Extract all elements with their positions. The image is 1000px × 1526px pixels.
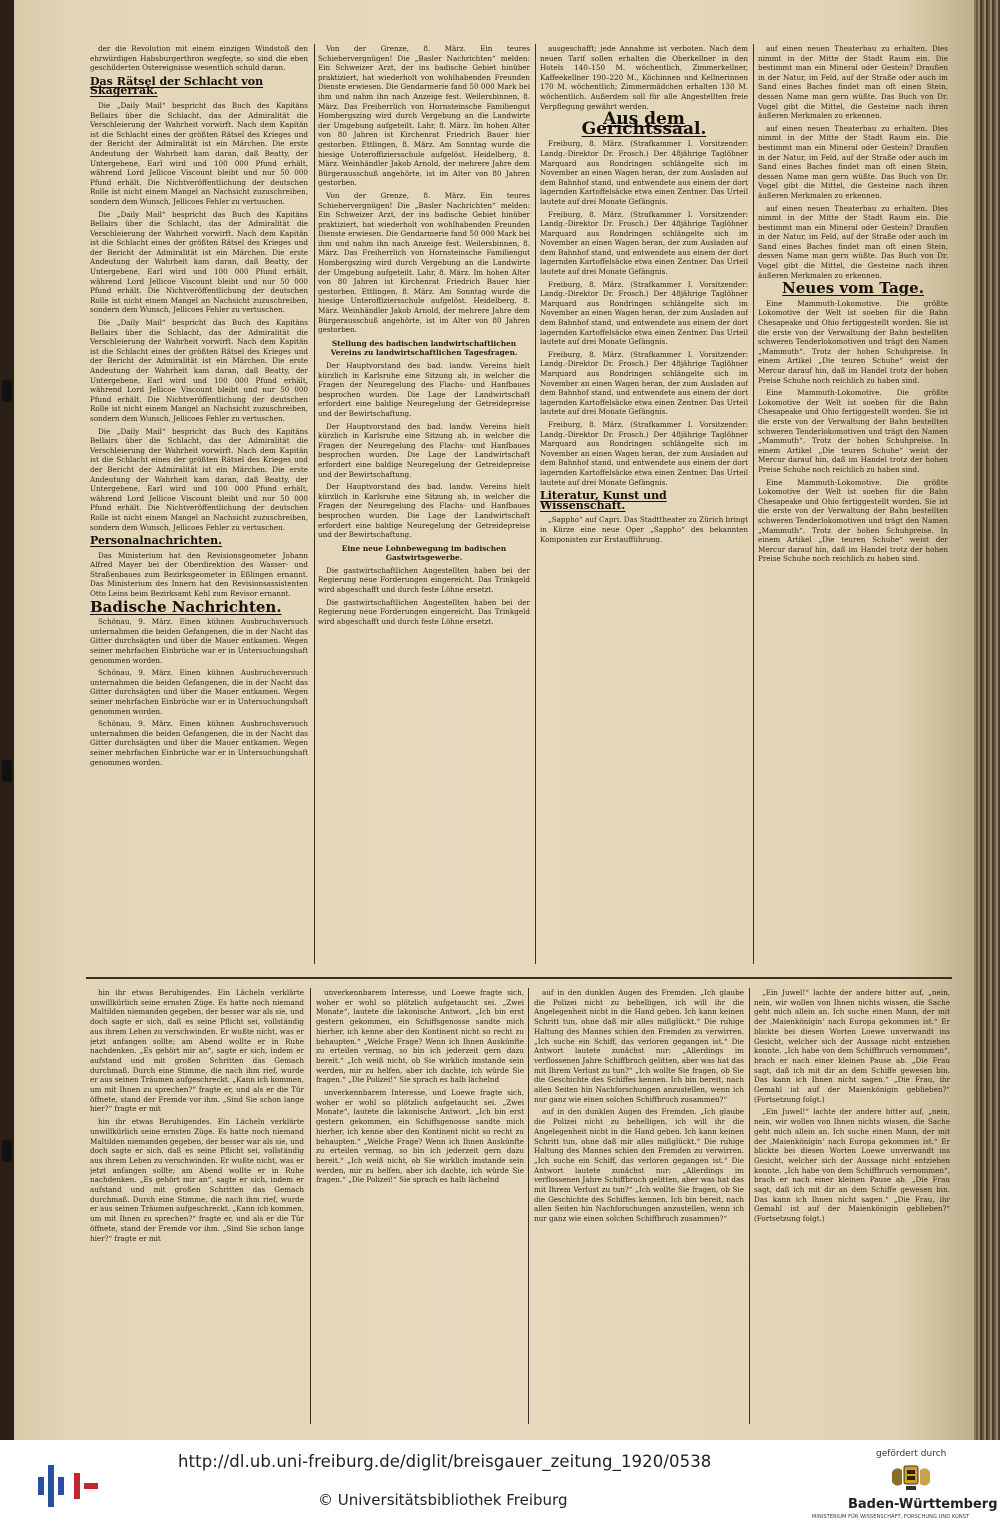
news-heading: Neues vom Tage. — [782, 279, 924, 298]
column-rule — [310, 988, 311, 1424]
column-2-body: Von der Grenze, 8. März. Ein teures Schiebervergnügen! Die „Basler Nachrichten“ melden: Ein Schweizer Arzt, der ins badische Gebiet hinüber praktiziert, hat wiederholt von wohlhabenden Freunden Dienste erwiesen. Die Gendarmerie fand 50 000 Mark bei ihm und nahm ihn nach Anzeige fest. Weilersbinnen, 8. März. Das Freiherrlich von Hornsteinsche Familiengut Hombergszing wird durch Vergebung an die Landwirte der Umgebung aufgeteilt. Lahr, 8. März. Im hohen Alter von 80 Jahren ist Kirchenrat Friedrich Bauer hier gestorben. Ettlingen, 8. März. Am Sonntag wurde die hiesige Unteroffiziersschule aufgelöst. Heidelberg, 8. März. Weinhändler Jakob Arnold, der mehrere Jahre dem Bürgerausschuß angehörte, ist im Alter von 80 Jahren gestorben. — [318, 44, 530, 188]
feuilleton-text-3b: auf in den dunklen Augen des Fremden. „Ich glaube die Polizei nicht zu behelligen, ich will ihr die Angelegenheit nicht in die Hand geben. Ich kann keinen Schritt tun, ohne daß mir alles mißglückt.“ Die ruhige Haltung des Mannes schien den Fremden zu verwirren. „Ich suche ein Schiff, das verloren gegangen ist.“ Die Antwort lautete zunächst nur: „Allerdings im verflossenen Jahre Schiffbruch gelitten, aber was hat das mit Ihrem Verlust zu tun?“ „Ich wollte Sie fragen, ob Sie die Geschichte des Schiffes kennen. Ich bin bereit, nach allen Seiten hin Nachforschungen anzustellen, wenn ich nur ganz wie einen solchen Schiffbruch zusammen?“ — [534, 1107, 744, 1224]
court-body-5: Freiburg, 8. März. (Strafkammer I. Vorsitzender: Landg.-Direktor Dr. Frosch.) Der 48jährige Taglöhner Marquard aus Rondringen schlängelte sich im November an einen Wagen heran, der zum Ausladen auf dem Bahnhof stand, und entwendete aus einem der dort lagernden Kartoffelsäcke etwa einen Zentner. Das Urteil lautete auf drei Monate Gefängnis. — [540, 419, 748, 487]
column-4 — [758, 44, 948, 974]
column-2 — [318, 44, 530, 974]
feuilleton-text-1: hin ihr etwas Beruhigendes. Ein Lächeln verklärte unwillkürlich seine ernsten Züge. Es hatte noch niemand Maltilden niemanden gegeben, der besser war als sie, und doch sagte er sich, daß es seine Pflicht sei, vollständig aus ihrem Leben zu verschwinden. Er wußte nicht, was er jetzt anfangen sollte; am Abend wollte er in Ruhe nachdenken. „Es gehört mir an“, sagte er sich, indem er aufstand und mit großen Schritten das Gemach durchmaß. Durch eine Stimme, die nach ihm rief, wurde er aus seinen Träumen aufgeschreckt. „Kann ich kommen, um mit Ihnen zu sprechen?“ fragte er, und als er die Tür öffnete, stand der Fremde vor ihm. „Sind Sie schon lange hier?“ fragte er mit — [90, 988, 304, 1114]
state-crest-icon — [886, 1462, 936, 1494]
binding-hole — [2, 380, 12, 402]
court-body-2: Freiburg, 8. März. (Strafkammer I. Vorsitzender: Landg.-Direktor Dr. Frosch.) Der 48jährige Taglöhner Marquard aus Rondringen schlängelte sich im November an einen Wagen heran, der zum Ausladen auf dem Bahnhof stand, und entwendete aus einem der dort lagernden Kartoffelsäcke etwa einen Zentner. Das Urteil lautete auf drei Monate Gefängnis. — [540, 209, 748, 277]
column-3 — [540, 44, 748, 974]
personal-body: Das Ministerium hat den Revisionsgeometer Johann Alfred Mayer bei der Oberdirektion des Wasser- und Straßenbaues zum Bezirksgeometer in Eßlingen ernannt. Das Ministerium des Innern hat den Revisionsassistenten Otto Leins beim Bezirksamt Kehl zum Revisor ernannt. — [90, 550, 308, 599]
column-3-body: ausgeschafft; jede Annahme ist verboten. Nach dem neuen Tarif sollen erhalten die Oberkellner in den Hotels 140–150 M. wöchentlich, Zimmerkellner, Kaffeekellner 190–220 M., Köchinnen und Kellnerinnen 170 M. wöchentlich; Zimmermädchen erhalten 130 M. wöchentlich. Außerdem soll für alle Angestellten freie Verpflegung gewährt werden. — [540, 44, 748, 111]
copyright-notice: © Universitätsbibliothek Freiburg — [318, 1491, 568, 1509]
feuilleton-text-1b: hin ihr etwas Beruhigendes. Ein Lächeln verklärte unwillkürlich seine ernsten Züge. Es hatte noch niemand Maltilden niemanden gegeben, der besser war als sie, und doch sagte er sich, daß es seine Pflicht sei, vollständig aus ihrem Leben zu verschwinden. Er wußte nicht, was er jetzt anfangen sollte; am Abend wollte er in Ruhe nachdenken. „Es gehört mir an“, sagte er sich, indem er aufstand und mit großen Schritten das Gemach durchmaß. Durch eine Stimme, die nach ihm rief, wurde er aus seinen Träumen aufgeschreckt. „Kann ich kommen, um mit Ihnen zu sprechen?“ fragte er, und als er die Tür öffnete, stand der Fremde vor ihm. „Sind Sie schon lange hier?“ fragte er mit — [90, 1117, 304, 1243]
column-rule — [749, 988, 750, 1424]
permalink-url[interactable]: http://dl.ub.uni-freiburg.de/diglit/breisgauer_zeitung_1920/0538 — [178, 1452, 712, 1471]
column-rule — [528, 988, 529, 1424]
column-1 — [90, 44, 308, 974]
newspaper-sheet — [14, 0, 976, 1440]
column-4-body-2: auf einen neuen Theaterbau zu erhalten. Dies nimmt in der Mitte der Stadt Raum ein. Die bestimmt man ein Mineral oder Gestein? Draußen in der Natur, im Feld, auf der Straße oder auch im Sand eines Baches findet man oft einen Stein, dessen Name man gern wüßte. Das Buch von Dr. Vogel gibt die Mittel, die Gesteine nach ihren äußeren Merkmalen zu erkennen. — [758, 123, 948, 200]
lohnbewegung-body: Die gastwirtschaftlichen Angestellten haben bei der Regierung neue Forderungen eingereicht. Das Trinkgeld wird abgeschafft und durch feste Löhne ersetzt. — [318, 565, 530, 595]
column-4-body-3: auf einen neuen Theaterbau zu erhalten. Dies nimmt in der Mitte der Stadt Raum ein. Die bestimmt man ein Mineral oder Gestein? Draußen in der Natur, im Feld, auf der Straße oder auch im Sand eines Baches findet man oft einen Stein, dessen Name man gern wüßte. Das Buch von Dr. Vogel gibt die Mittel, die Gesteine nach ihren äußeren Merkmalen zu erkennen. — [758, 203, 948, 280]
court-body-3: Freiburg, 8. März. (Strafkammer I. Vorsitzender: Landg.-Direktor Dr. Frosch.) Der 48jährige Taglöhner Marquard aus Rondringen schlängelte sich im November an einen Wagen heran, der zum Ausladen auf dem Bahnhof stand, und entwendete aus einem der dort lagernden Kartoffelsäcke etwa einen Zentner. Das Urteil lautete auf drei Monate Gefängnis. — [540, 279, 748, 347]
news-body-3: Eine Mammuth-Lokomotive. Die größte Lokomotive der Welt ist soeben für die Bahn Chesapeake und Ohio fertiggestellt worden. Sie ist die erste von der Verwaltung der Bahn bestellten schweren Tenderlokomotiven und trägt den Namen „Mammuth“. Trotz der hohen Schuhpreise. In einem Artikel „Die teuren Schuhe“ weist der Mercur darauf hin, daß im Handel trotz der hohen Preise Schuhe noch reichlich zu haben sind. — [758, 477, 948, 564]
lohnbewegung-heading: Eine neue Lohnbewegung im badischen Gastwirtsgewerbe. — [341, 543, 507, 563]
feuilleton-column-3 — [534, 988, 744, 1428]
news-body: Eine Mammuth-Lokomotive. Die größte Lokomotive der Welt ist soeben für die Bahn Chesapeake und Ohio fertiggestellt worden. Sie ist die erste von der Verwaltung der Bahn bestellten schweren Tenderlokomotiven und trägt den Namen „Mammuth“. Trotz der hohen Schuhpreise. In einem Artikel „Die teuren Schuhe“ weist der Mercur darauf hin, daß im Handel trotz der hohen Preise Schuhe noch reichlich zu haben sind. — [758, 298, 948, 385]
personal-heading: Personalnachrichten. — [90, 534, 222, 548]
feuilleton-text-3: auf in den dunklen Augen des Fremden. „Ich glaube die Polizei nicht zu behelligen, ich will ihr die Angelegenheit nicht in die Hand geben. Ich kann keinen Schritt tun, ohne daß mir alles mißglückt.“ Die ruhige Haltung des Mannes schien den Fremden zu verwirren. „Ich suche ein Schiff, das verloren gegangen ist.“ Die Antwort lautete zunächst nur: „Allerdings im verflossenen Jahre Schiffbruch gelitten, aber was hat das mit Ihrem Verlust zu tun?“ „Ich wollte Sie fragen, ob Sie die Geschichte des Schiffes kennen. Ich bin bereit, nach allen Seiten hin Nachforschungen anzustellen, wenn ich nur ganz wie einen solchen Schiffbruch zusammen?“ — [534, 988, 744, 1104]
court-body-4: Freiburg, 8. März. (Strafkammer I. Vorsitzender: Landg.-Direktor Dr. Frosch.) Der 48jährige Taglöhner Marquard aus Rondringen schlängelte sich im November an einen Wagen heran, der zum Ausladen auf dem Bahnhof stand, und entwendete aus einem der dort lagernden Kartoffelsäcke etwa einen Zentner. Das Urteil lautete auf drei Monate Gefängnis. — [540, 349, 748, 417]
badische-heading: Badische Nachrichten. — [90, 597, 282, 616]
literature-body: „Sappho“ auf Capri. Das Stadttheater zu Zürich bringt in Kürze eine neue Oper „Sappho“ des bekannten Komponisten zur Erstaufführung. — [540, 515, 748, 544]
feuilleton-divider — [86, 977, 952, 979]
funded-by-label: gefördert durch — [876, 1449, 947, 1459]
feuilleton-text-4b: „Ein Juwel!“ lachte der andere bitter auf, „nein, nein, wir wollen von Ihnen nichts wissen, die Sache geht mich allein an. Ich suche einen Mann, der mit der ‚Maienkönigin‘ nach Europa gekommen ist.“ Er blickte bei diesen Worten Loewe unverwandt ins Gesicht, welcher sich der Aussage nicht entziehen konnte. „Ich habe von dem Schiffbruch vernommen“, brach er nach einer kleinen Pause ab. „Die Frau sagt, daß ich mit dir an dem Schiffe gewesen bin. Das kann ich Ihnen nicht sagen.“ „Die Frau, ihr Gemahl ist auf der Maienkönigin geblieben?“ (Fortsetzung folgt.) — [754, 1107, 950, 1224]
literature-heading: Literatur, Kunst und Wissenschaft. — [540, 489, 667, 512]
skagerrak-body-4: Die „Daily Mail“ bespricht das Buch des Kapitäns Bellairs über die Schlacht, das der Admiralität die Verschleierung der Wahrheit vorwirft. Nach dem Kapitän ist die Schlacht eines der größten Rätsel des Krieges und der Bericht der Admiralität ist ein Märchen. Die erste Andeutung der Wahrheit kam daran, daß Beatty, der Untergebene, Earl wird und 100 000 Pfund erhält, während Lord Jellicoe Viscount bleibt und nur 50 000 Pfund erhält. Die Nichtveröffentlichung der deutschen Rolle ist nicht einem Mangel an Nachsicht zuzuschreiben, sondern dem Wunsch, Jellicoes Fehler zu vertuschen. — [90, 426, 308, 532]
skagerrak-body-3: Die „Daily Mail“ bespricht das Buch des Kapitäns Bellairs über die Schlacht, das der Admiralität die Verschleierung der Wahrheit vorwirft. Nach dem Kapitän ist die Schlacht eines der größten Rätsel des Krieges und der Bericht der Admiralität ist ein Märchen. Die erste Andeutung der Wahrheit kam daran, daß Beatty, der Untergebene, Earl wird und 100 000 Pfund erhält, während Lord Jellicoe Viscount bleibt und nur 50 000 Pfund erhält. Die Nichtveröffentlichung der deutschen Rolle ist nicht einem Mangel an Nachsicht zuzuschreiben, sondern dem Wunsch, Jellicoes Fehler zu vertuschen. — [90, 318, 308, 423]
binding-hole — [2, 760, 12, 782]
court-body: Freiburg, 8. März. (Strafkammer I. Vorsitzender: Landg.-Direktor Dr. Frosch.) Der 48jährige Taglöhner Marquard aus Rondringen schlängelte sich im November an einen Wagen heran, der zum Ausladen auf dem Bahnhof stand, und entwendete aus einem der dort lagernden Kartoffelsäcke etwa einen Zentner. Das Urteil lautete auf drei Monate Gefängnis. — [540, 139, 748, 206]
binding-hole — [2, 1140, 12, 1162]
column-rule — [753, 44, 754, 964]
library-logo-icon — [38, 1455, 100, 1517]
badische-body: Schönau, 9. März. Einen kühnen Ausbruchsversuch unternahmen die beiden Gefangenen, die in der Nacht das Gitter durchsägten und über die Mauer entkamen. Wegen seiner mehrfachen Einbrüche war er in Untersuchungshaft genommen worden. — [90, 617, 308, 665]
feuilleton-text-4: „Ein Juwel!“ lachte der andere bitter auf, „nein, nein, wir wollen von Ihnen nichts wissen, die Sache geht mich allein an. Ich suche einen Mann, der mit der ‚Maienkönigin‘ nach Europa gekommen ist.“ Er blickte bei diesen Worten Loewe unverwandt ins Gesicht, welcher sich der Aussage nicht entziehen konnte. „Ich habe von dem Schiffbruch vernommen“, brach er nach einer kleinen Pause ab. „Die Frau sagt, daß ich mit dir an dem Schiffe gewesen bin. Das kann ich Ihnen nicht sagen.“ „Die Frau, ihr Gemahl ist auf der Maienkönigin geblieben?“ (Fortsetzung folgt.) — [754, 988, 950, 1104]
news-body-2: Eine Mammuth-Lokomotive. Die größte Lokomotive der Welt ist soeben für die Bahn Chesapeake und Ohio fertiggestellt worden. Sie ist die erste von der Verwaltung der Bahn bestellten schweren Tenderlokomotiven und trägt den Namen „Mammuth“. Trotz der hohen Schuhpreise. In einem Artikel „Die teuren Schuhe“ weist der Mercur darauf hin, daß im Handel trotz der hohen Preise Schuhe noch reichlich zu haben sind. — [758, 388, 948, 474]
verein-body-3: Der Hauptvorstand des bad. landw. Vereins hielt kürzlich in Karlsruhe eine Sitzung ab, in welcher die Fragen der Neuregelung des Flachs- und Hanfbaues besprochen wurden. Die Lage der Landwirtschaft erfordert eine baldige Neuregelung der Getreidepreise und der Bewirtschaftung. — [318, 482, 530, 540]
feuilleton-column-2 — [316, 988, 524, 1428]
feuilleton-column-4 — [754, 988, 950, 1428]
column-rule — [314, 44, 315, 964]
column-2-body-b: Von der Grenze, 8. März. Ein teures Schiebervergnügen! Die „Basler Nachrichten“ melden: Ein Schweizer Arzt, der ins badische Gebiet hinüber praktiziert, hat wiederholt von wohlhabenden Freunden Dienste erwiesen. Die Gendarmerie fand 50 000 Mark bei ihm und nahm ihn nach Anzeige fest. Weilersbinnen, 8. März. Das Freiherrlich von Hornsteinsche Familiengut Hombergszing wird durch Vergebung an die Landwirte der Umgebung aufgeteilt. Lahr, 8. März. Im hohen Alter von 80 Jahren ist Kirchenrat Friedrich Bauer hier gestorben. Ettlingen, 8. März. Am Sonntag wurde die hiesige Unteroffiziersschule aufgelöst. Heidelberg, 8. März. Weinhändler Jakob Arnold, der mehrere Jahre dem Bürgerausschuß angehörte, ist im Alter von 80 Jahren gestorben. — [318, 190, 530, 335]
feuilleton-text-2: unverkennbarem Interesse, und Loewe fragte sich, woher er wohl so plötzlich aufgetaucht sei. „Zwei Monate“, lautete die lakonische Antwort. „Ich bin erst gestern gekommen, ein Schiffsgenosse sandte mich hierher, ich kenne aber den Kontinent nicht so recht zu behaupten.“ „Welche Frage? Wenn ich Ihnen Auskünfte zu erteilen vermag, so bin ich jederzeit gern dazu bereit.“ „Ich weiß nicht, ob Sie wirklich imstande sein werden, mir zu helfen, aber ich dachte, ich würde Sie fragen.“ „Die Polizei!“ Sie sprach es halb lächelnd — [316, 988, 524, 1085]
column-4-body: auf einen neuen Theaterbau zu erhalten. Dies nimmt in der Mitte der Stadt Raum ein. Die bestimmt man ein Mineral oder Gestein? Draußen in der Natur, im Feld, auf der Straße oder auch im Sand eines Baches findet man oft einen Stein, dessen Name man gern wüßte. Das Buch von Dr. Vogel gibt die Mittel, die Gesteine nach ihren äußeren Merkmalen zu erkennen. — [758, 44, 948, 121]
column-rule — [535, 44, 536, 964]
feuilleton-text-2b: unverkennbarem Interesse, und Loewe fragte sich, woher er wohl so plötzlich aufgetaucht sei. „Zwei Monate“, lautete die lakonische Antwort. „Ich bin erst gestern gekommen, ein Schiffsgenosse sandte mich hierher, ich kenne aber den Kontinent nicht so recht zu behaupten.“ „Welche Frage? Wenn ich Ihnen Auskünfte zu erteilen vermag, so bin ich jederzeit gern dazu bereit.“ „Ich weiß nicht, ob Sie wirklich imstande sein werden, mir zu helfen, aber ich dachte, ich würde Sie fragen.“ „Die Polizei!“ Sie sprach es halb lächelnd — [316, 1088, 524, 1185]
ministry-name: MINISTERIUM FÜR WISSENSCHAFT, FORSCHUNG UND KUNST — [812, 1514, 970, 1520]
skagerrak-heading: Das Rätsel der Schlacht von Skagerrak. — [90, 74, 264, 98]
state-name: Baden-Württemberg — [848, 1497, 998, 1512]
lohnbewegung-body-2: Die gastwirtschaftlichen Angestellten haben bei der Regierung neue Forderungen eingereicht. Das Trinkgeld wird abgeschafft und durch feste Löhne ersetzt. — [318, 597, 530, 626]
court-heading: Aus dem Gerichtssaal. — [581, 109, 707, 139]
badische-body-3: Schönau, 9. März. Einen kühnen Ausbruchsversuch unternahmen die beiden Gefangenen, die in der Nacht das Gitter durchsägten und über die Mauer entkamen. Wegen seiner mehrfachen Einbrüche war er in Untersuchungshaft genommen worden. — [90, 719, 308, 767]
skagerrak-body-2: Die „Daily Mail“ bespricht das Buch des Kapitäns Bellairs über die Schlacht, das der Admiralität die Verschleierung der Wahrheit vorwirft. Nach dem Kapitän ist die Schlacht eines der größten Rätsel des Krieges und der Bericht der Admiralität ist ein Märchen. Die erste Andeutung der Wahrheit kam daran, daß Beatty, der Untergebene, Earl wird und 100 000 Pfund erhält, während Lord Jellicoe Viscount bleibt und nur 50 000 Pfund erhält. Die Nichtveröffentlichung der deutschen Rolle ist nicht einem Mangel an Nachsicht zuzuschreiben, sondern dem Wunsch, Jellicoes Fehler zu vertuschen. — [90, 209, 308, 315]
feuilleton-column-1 — [90, 988, 304, 1428]
column-1-intro: der die Revolution mit einem einzigen Windstoß den ehrwürdigen Habsburgerthron wegfegte, so sind die eben geschilderten Ostereignisse wesentlich schuld daran. — [90, 44, 308, 73]
book-edge — [976, 0, 1000, 1440]
skagerrak-body: Die „Daily Mail“ bespricht das Buch des Kapitäns Bellairs über die Schlacht, das der Admiralität die Verschleierung der Wahrheit vorwirft. Nach dem Kapitän ist die Schlacht eines der größten Rätsel des Krieges und der Bericht der Admiralität ist ein Märchen. Die erste Andeutung der Wahrheit kam daran, daß Beatty, der Untergebene, Earl wird und 100 000 Pfund erhält, während Lord Jellicoe Viscount bleibt und nur 50 000 Pfund erhält. Die Nichtveröffentlichung der deutschen Rolle ist nicht einem Mangel an Nachsicht zuzuschreiben, sondern dem Wunsch, Jellicoes Fehler zu vertuschen. — [90, 100, 308, 206]
verein-body: Der Hauptvorstand des bad. landw. Vereins hielt kürzlich in Karlsruhe eine Sitzung ab, in welcher die Fragen der Neuregelung des Flachs- und Hanfbaues besprochen wurden. Die Lage der Landwirtschaft erfordert eine baldige Neuregelung der Getreidepreise und der Bewirtschaftung. — [318, 361, 530, 418]
badische-body-2: Schönau, 9. März. Einen kühnen Ausbruchsversuch unternahmen die beiden Gefangenen, die in der Nacht das Gitter durchsägten und über die Mauer entkamen. Wegen seiner mehrfachen Einbrüche war er in Untersuchungshaft genommen worden. — [90, 668, 308, 716]
verein-heading: Stellung des badischen landwirtschaftlichen Vereins zu landwirtschaftlichen Tagesfragen. — [330, 338, 518, 358]
verein-body-2: Der Hauptvorstand des bad. landw. Vereins hielt kürzlich in Karlsruhe eine Sitzung ab, in welcher die Fragen der Neuregelung des Flachs- und Hanfbaues besprochen wurden. Die Lage der Landwirtschaft erfordert eine baldige Neuregelung der Getreidepreise und der Bewirtschaftung. — [318, 421, 530, 479]
